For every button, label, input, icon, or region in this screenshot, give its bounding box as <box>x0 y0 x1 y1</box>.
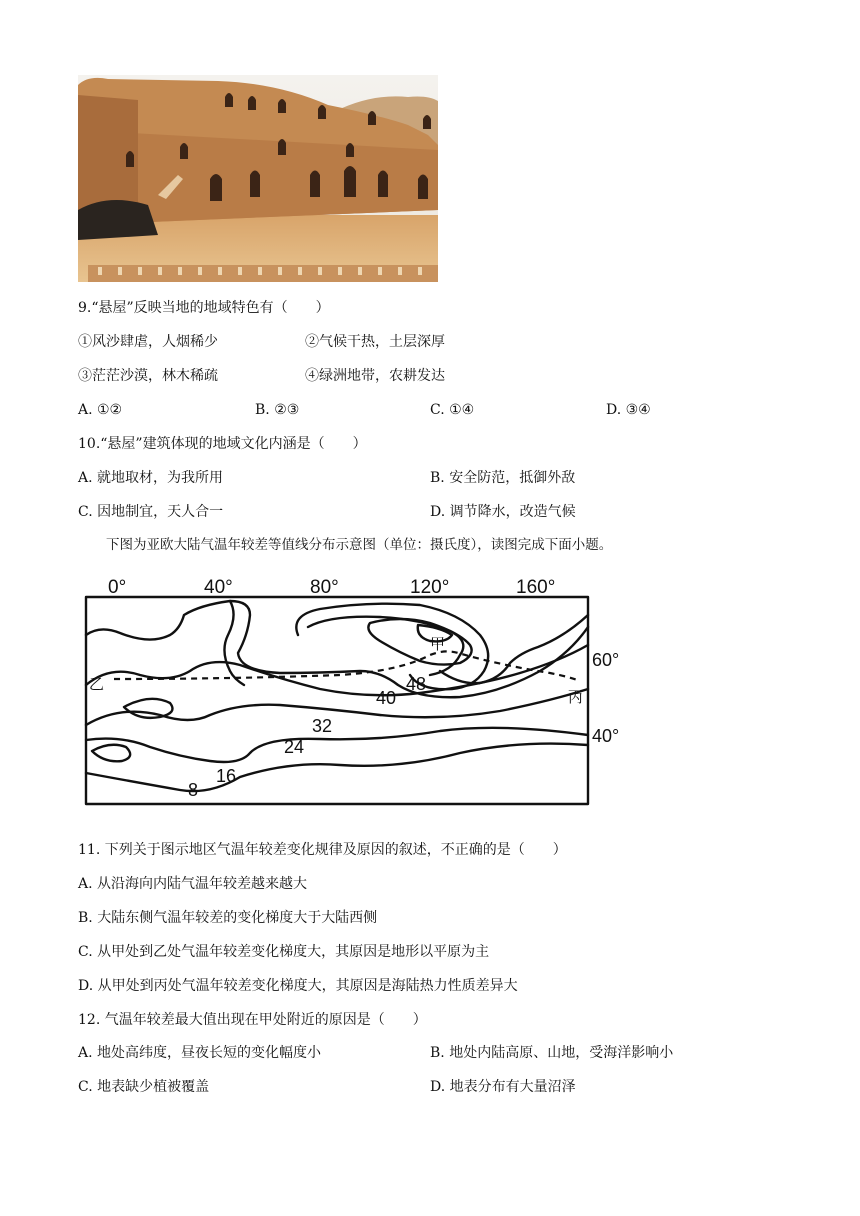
q10-option-c: C. 因地制宜，天人合一 <box>78 504 224 520</box>
lat-label-40: 40° <box>592 726 620 746</box>
lon-label-40: 40° <box>204 577 233 598</box>
iso-label-8: 8 <box>188 780 199 800</box>
q9-statement-3: ③茫茫沙漠，林木稀疏 <box>78 368 218 384</box>
q10-option-a: A. 就地取材，为我所用 <box>78 470 224 486</box>
iso-label-32: 32 <box>312 716 333 736</box>
lon-label-0: 0° <box>108 577 127 598</box>
map-intro: 下图为亚欧大陆气温年较差等值线分布示意图（单位：摄氏度），读图完成下面小题。 <box>106 537 613 553</box>
iso-label-16: 16 <box>216 766 237 786</box>
lon-label-160: 160° <box>516 577 556 598</box>
iso-label-48: 48 <box>406 674 427 694</box>
q11-stem: 11. 下列关于图示地区气温年较差变化规律及原因的叙述，不正确的是（ ） <box>78 842 567 858</box>
q9-option-a: A. ①② <box>78 402 123 418</box>
q10-option-b: B. 安全防范，抵御外敌 <box>430 470 576 486</box>
lat-label-60: 60° <box>592 650 620 670</box>
isoline-40 <box>86 601 588 697</box>
lon-label-120: 120° <box>410 577 450 598</box>
q9-statement-1: ①风沙肆虐，人烟稀少 <box>78 334 218 350</box>
q10-stem: 10.“悬屋”建筑体现的地域文化内涵是（ ） <box>78 436 367 452</box>
iso-label-24: 24 <box>284 737 305 757</box>
q12-stem: 12. 气温年较差最大值出现在甲处附近的原因是（ ） <box>78 1012 427 1028</box>
q11-option-c: C. 从甲处到乙处气温年较差变化梯度大，其原因是地形以平原为主 <box>78 944 490 960</box>
cliff-dwelling-photo <box>78 75 438 282</box>
q12-option-d: D. 地表分布有大量沼泽 <box>430 1079 576 1095</box>
q9-statement-2: ②气候干热，土层深厚 <box>305 334 445 350</box>
isoline-24 <box>86 689 588 725</box>
q9-option-c: C. ①④ <box>430 402 475 418</box>
isoline-32 <box>86 645 588 695</box>
q11-option-a: A. 从沿海向内陆气温年较差越来越大 <box>78 876 308 892</box>
place-label-jia: 甲 <box>430 635 446 653</box>
q12-option-b: B. 地处内陆高原、山地，受海洋影响小 <box>430 1045 674 1061</box>
q12-option-c: C. 地表缺少植被覆盖 <box>78 1079 210 1095</box>
place-label-yi: 乙 <box>89 675 105 693</box>
q10-option-d: D. 调节降水，改造气候 <box>430 504 576 520</box>
iso-label-40: 40 <box>376 688 397 708</box>
q9-option-b: B. ②③ <box>255 402 300 418</box>
q12-option-a: A. 地处高纬度，昼夜长短的变化幅度小 <box>78 1045 322 1061</box>
isoline-map <box>80 575 625 807</box>
q11-option-d: D. 从甲处到丙处气温年较差变化梯度大，其原因是海陆热力性质差异大 <box>78 978 518 994</box>
place-label-bing: 丙 <box>568 688 584 706</box>
q9-stem: 9.“悬屋”反映当地的地域特色有（ ） <box>78 300 330 316</box>
lon-label-80: 80° <box>310 577 339 598</box>
q11-option-b: B. 大陆东侧气温年较差的变化梯度大于大陆西侧 <box>78 910 378 926</box>
q9-statement-4: ④绿洲地带，农耕发达 <box>305 368 445 384</box>
q9-option-d: D. ③④ <box>606 402 651 418</box>
